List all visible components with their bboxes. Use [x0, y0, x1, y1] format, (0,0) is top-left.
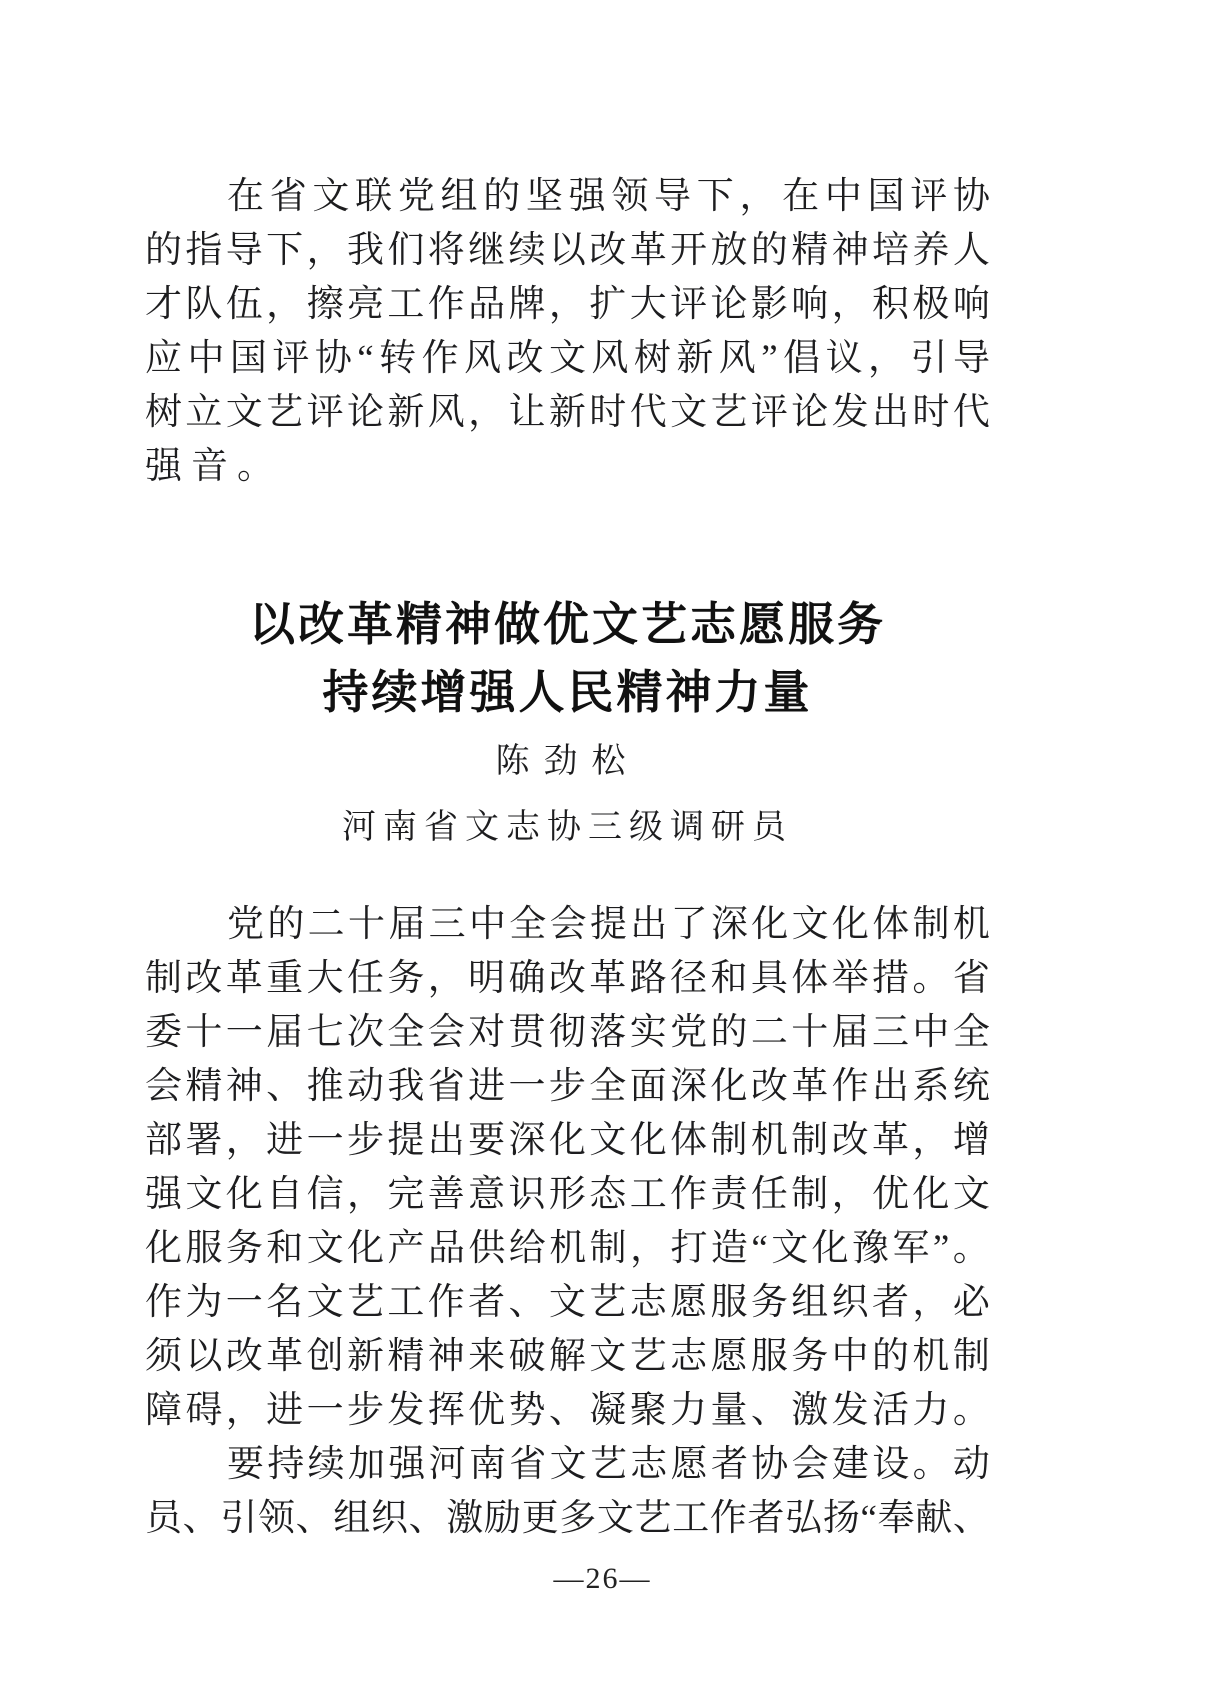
text-line: 员 、 引 领 、 组 织 、 激 励 更 多 文 艺 工 作 者 弘 扬 “ 奉 献 、: [145, 1498, 990, 1539]
text-line: 要 持 续 加 强 河 南 省 文 艺 志 愿 者 协 会 建 设 。 动: [227, 1444, 990, 1485]
article-title-line-1: 以改革精神做优文艺志愿服务: [249, 598, 886, 650]
body-paragraph: [145, 1438, 990, 1546]
text-line: 部 署 ， 进 一 步 提 出 要 深 化 文 化 体 制 机 制 改 革 ， 增: [145, 1120, 990, 1161]
text-line: 会 精 神 、 推 动 我 省 进 一 步 全 面 深 化 改 革 作 出 系 统: [145, 1066, 990, 1107]
text-line: 强 文 化 自 信 ， 完 善 意 识 形 态 工 作 责 任 制 ， 优 化 文: [145, 1174, 990, 1215]
text-line: 党 的 二 十 届 三 中 全 会 提 出 了 深 化 文 化 体 制 机: [227, 904, 990, 945]
article-body: [145, 898, 990, 1546]
text-line: 化 服 务 和 文 化 产 品 供 给 机 制 ， 打 造 “ 文 化 豫 军 ” 。: [145, 1228, 990, 1269]
text-line: 的 指 导 下 ， 我 们 将 继 续 以 改 革 开 放 的 精 神 培 养 人: [145, 230, 990, 271]
body-paragraph: [145, 898, 990, 1438]
article-title: [145, 590, 990, 726]
text-line: 须 以 改 革 创 新 精 神 来 破 解 文 艺 志 愿 服 务 中 的 机 制: [145, 1336, 990, 1377]
text-line: 树 立 文 艺 评 论 新 风 ， 让 新 时 代 文 艺 评 论 发 出 时 代: [145, 392, 990, 433]
text-line: 障 碍 ， 进 一 步 发 挥 优 势 、 凝 聚 力 量 、 激 发 活 力 。: [145, 1390, 990, 1431]
text-line: 应 中 国 评 协 “ 转 作 风 改 文 风 树 新 风 ” 倡 议 ， 引 导: [145, 338, 990, 379]
text-line: 制 改 革 重 大 任 务 ， 明 确 改 革 路 径 和 具 体 举 措 。 省: [145, 958, 990, 999]
author-affiliation: 河南省文志协三级调研员: [342, 809, 793, 846]
text-line: 在 省 文 联 党 组 的 坚 强 领 导 下 ， 在 中 国 评 协: [227, 176, 990, 217]
text-line: 强音。: [145, 446, 283, 487]
closing-paragraph: [145, 170, 990, 494]
text-line: 才 队 伍 ， 擦 亮 工 作 品 牌 ， 扩 大 评 论 影 响 ， 积 极 响: [145, 284, 990, 325]
article-title-line-2: 持续增强人民精神力量: [322, 666, 813, 718]
text-line: 作 为 一 名 文 艺 工 作 者 、 文 艺 志 愿 服 务 组 织 者 ， 必: [145, 1282, 990, 1323]
page-number: —26—: [553, 1562, 652, 1595]
text-line: 委 十 一 届 七 次 全 会 对 贯 彻 落 实 党 的 二 十 届 三 中 全: [145, 1012, 990, 1053]
author-name: 陈劲松: [495, 743, 640, 780]
